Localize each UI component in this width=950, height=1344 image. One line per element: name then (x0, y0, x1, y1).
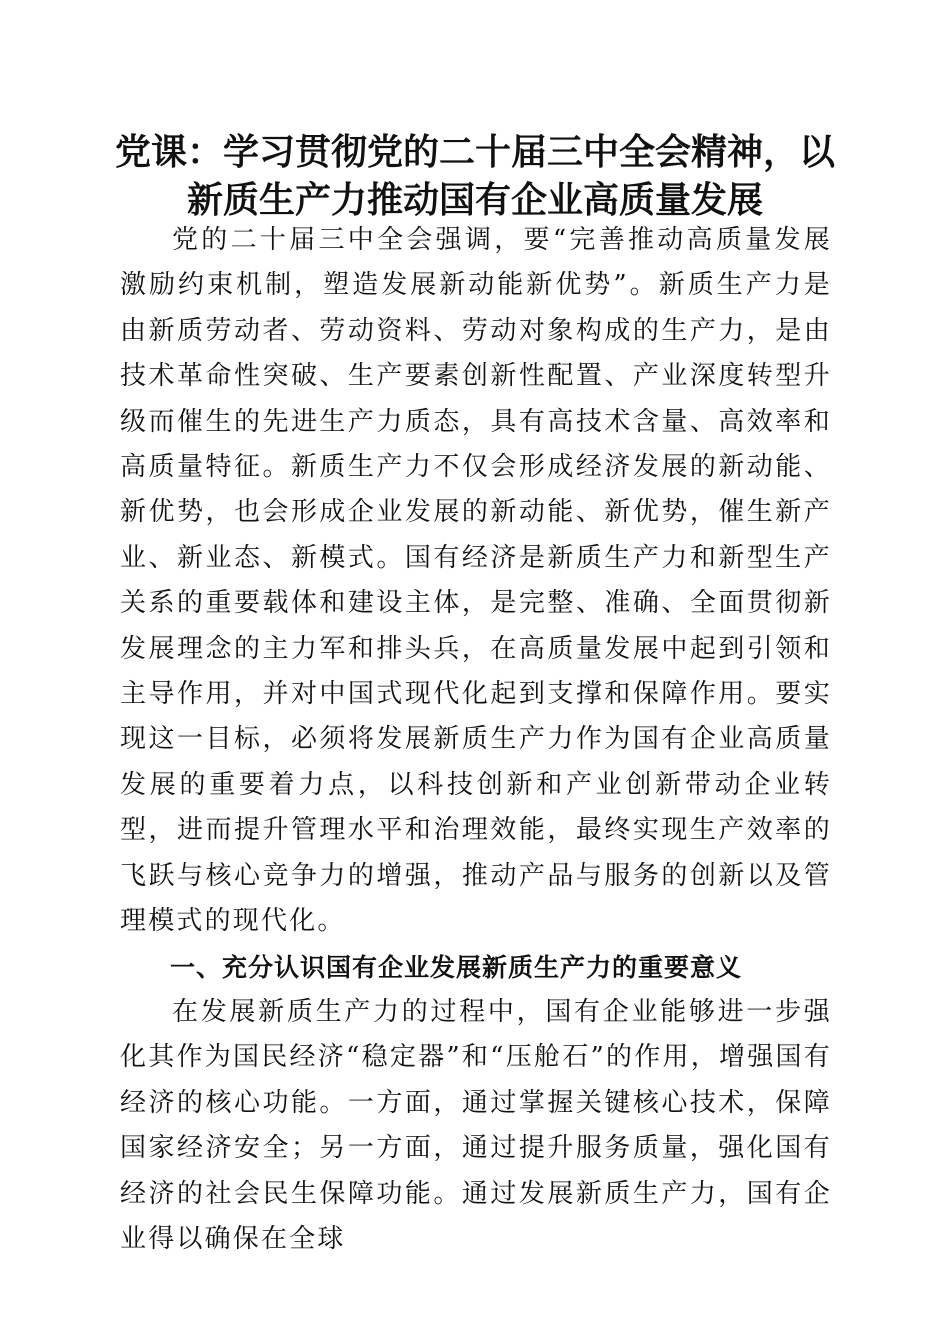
section-heading-1: 一、充分认识国有企业发展新质生产力的重要意义 (170, 952, 743, 982)
document-body (120, 218, 832, 1262)
title-line-1: 党课：学习贯彻党的二十届三中全会精神，以 (114, 131, 835, 173)
document-title (100, 128, 850, 224)
title-line-2: 新质生产力推动国有企业高质量发展 (186, 179, 763, 221)
section-1-paragraph: 在发展新质生产力的过程中，国有企业能够进一步强化其作为国民经济“稳定器”和“压舱石”的作用，增强国有经济的核心功能。一方面，通过掌握关键核心技术，保障国家经济安全；另一方面，通过提升服务质量，强化国有经济的社会民生保障功能。通过发展新质生产力，国有企业得以确保在全球 (120, 996, 832, 1254)
intro-paragraph: 党的二十届三中全会强调，要“完善推动高质量发展激励约束机制，塑造发展新动能新优势”。新质生产力是由新质劳动者、劳动资料、劳动对象构成的生产力，是由技术革命性突破、生产要素创新性配置、产业深度转型升级而催生的先进生产力质态，具有高技术含量、高效率和高质量特征。新质生产力不仅会形成经济发展的新动能、新优势，也会形成企业发展的新动能、新优势，催生新产业、新业态、新模式。国有经济是新质生产力和新型生产关系的重要载体和建设主体，是完整、准确、全面贯彻新发展理念的主力军和排头兵，在高质量发展中起到引领和主导作用，并对中国式现代化起到支撑和保障作用。要实现这一目标，必须将发展新质生产力作为国有企业高质量发展的重要着力点，以科技创新和产业创新带动企业转型，进而提升管理水平和治理效能，最终实现生产效率的飞跃与核心竞争力的增强，推动产品与服务的创新以及管理模式的现代化。 (120, 225, 832, 937)
